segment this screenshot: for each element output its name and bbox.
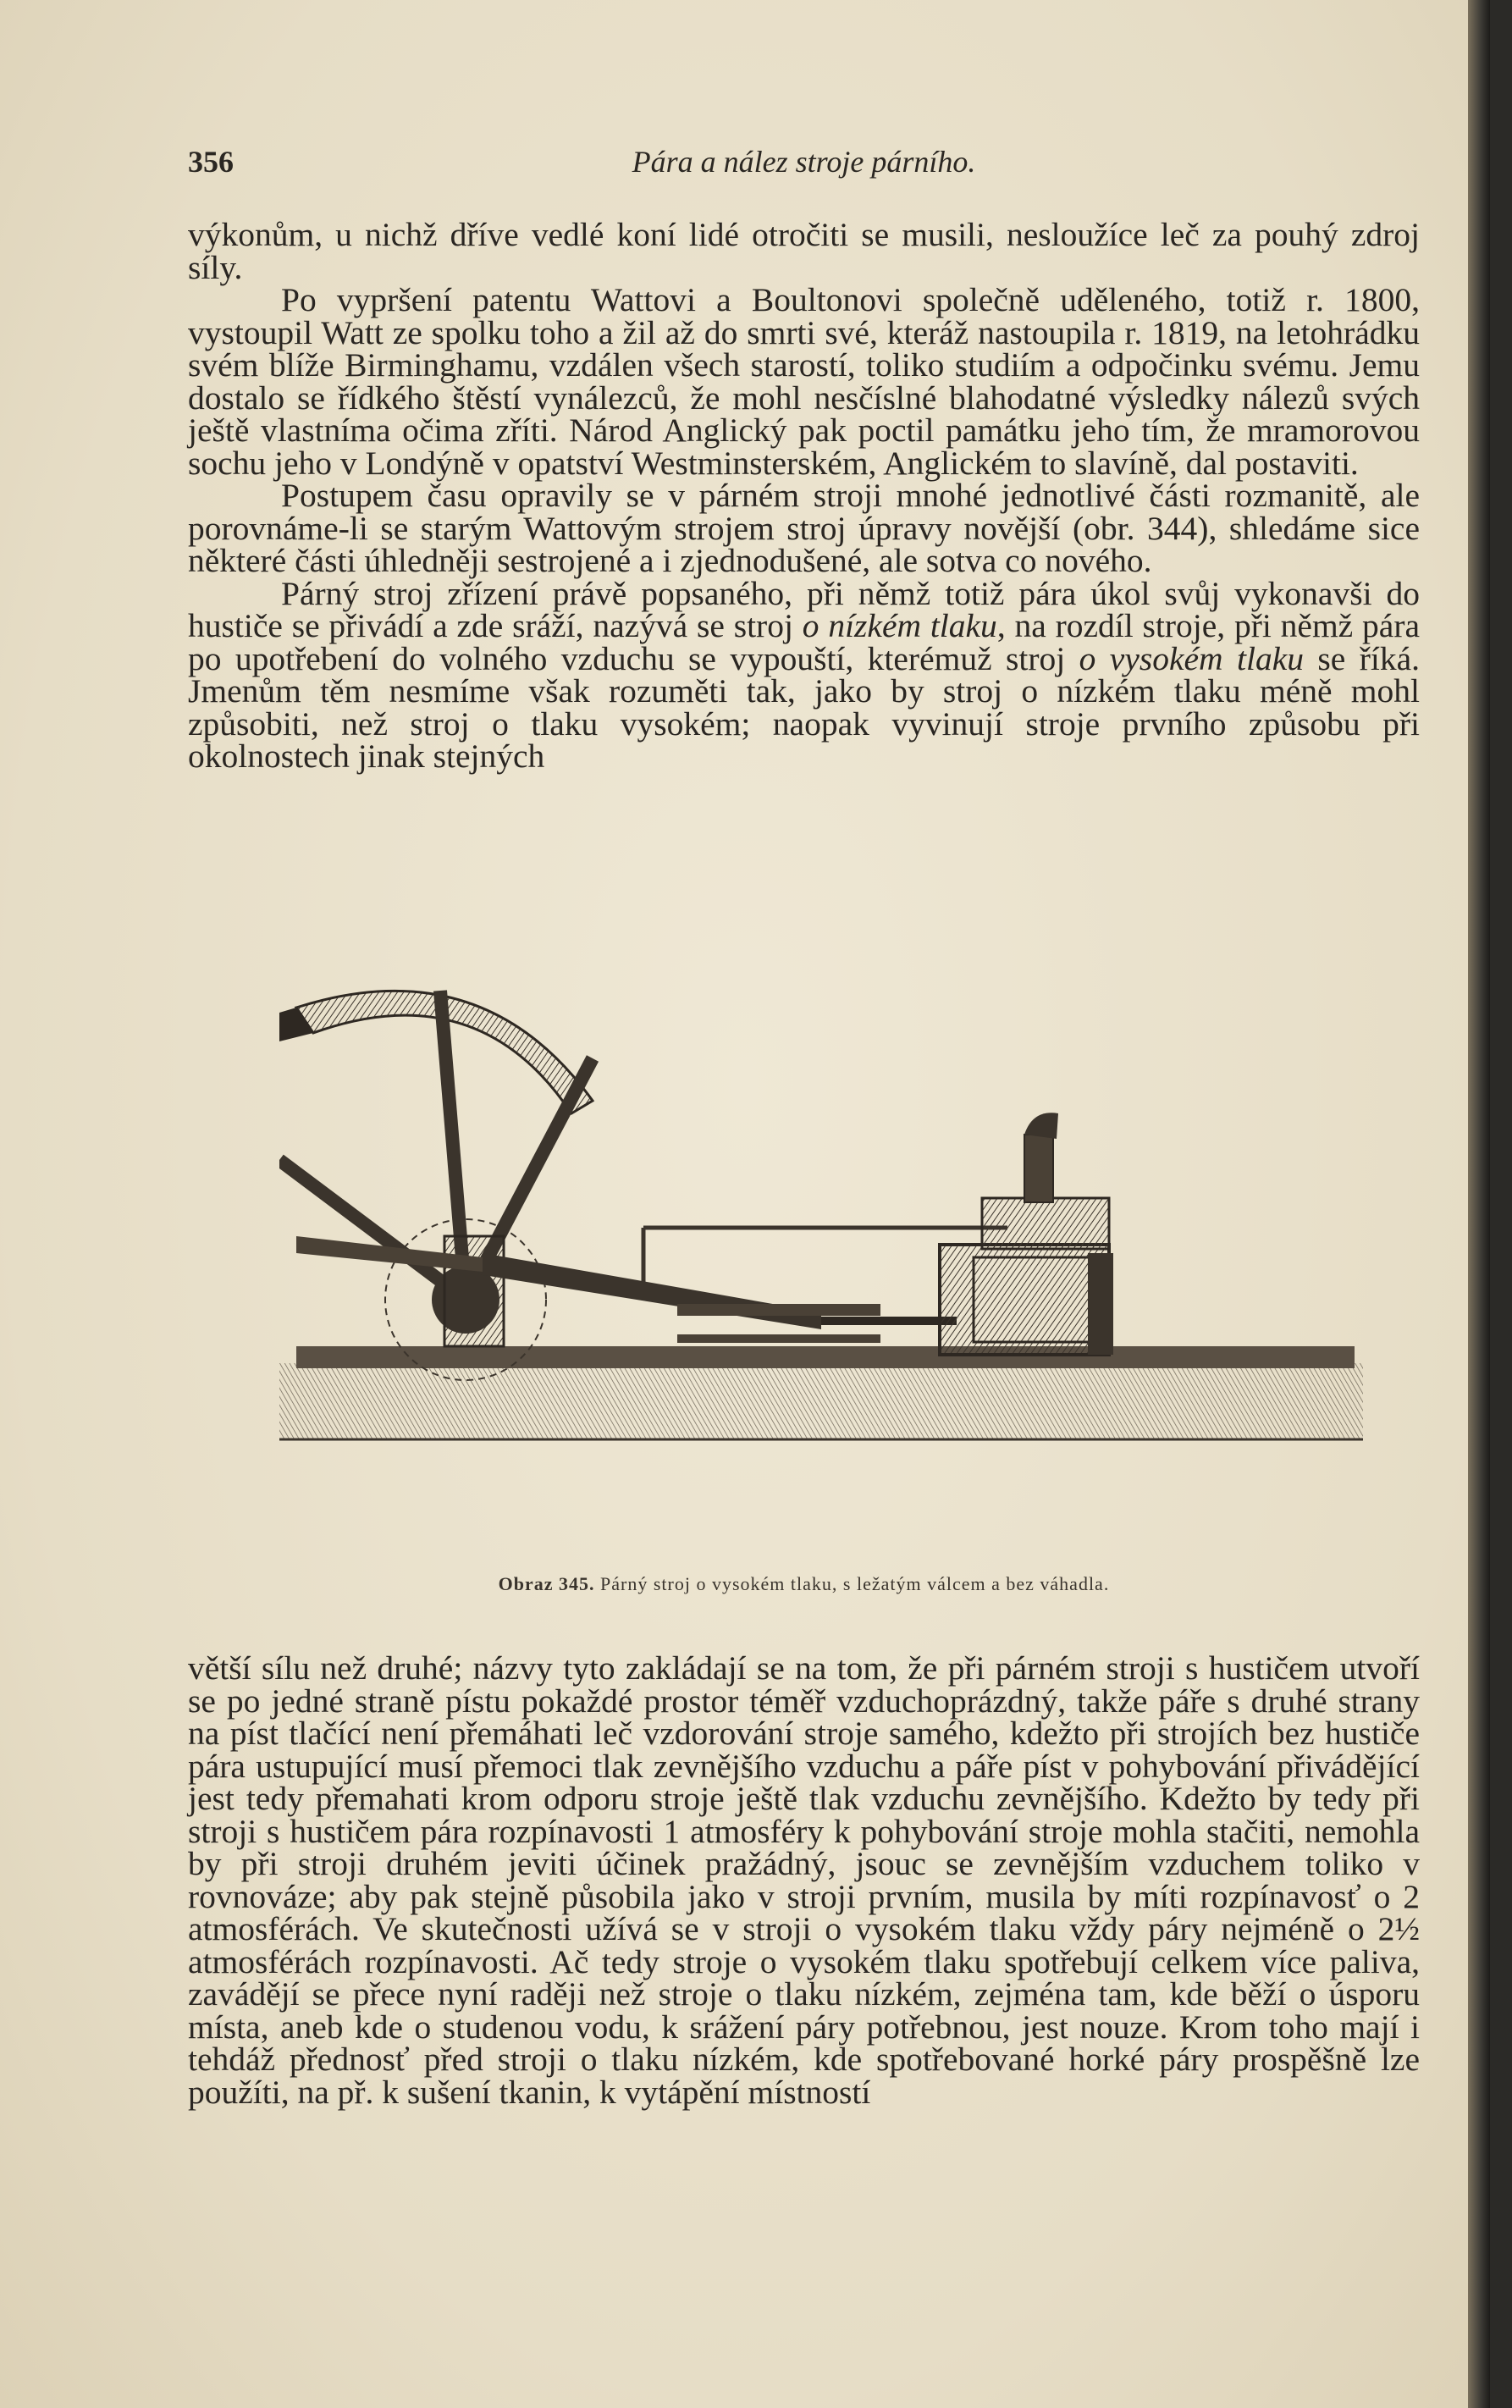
- connecting-rod: [478, 1253, 821, 1329]
- figure-caption: [188, 1573, 1420, 1595]
- flywheel-spoke: [279, 1160, 466, 1300]
- running-head: [188, 144, 1420, 186]
- paragraph-pressure: Párný stroj zřízení právě popsaného, při němž totiž pára úkol svůj vykonavši do hustiče se přivádí a zde sráží, nazývá se stroj o nízkém tlaku, na rozdíl stroje, při němž pára po upotřebení do volného vzduchu se vypouští, kterémuž stroj o vysokém tlaku se říká. Jmenům těm nesmíme však rozuměti tak, jako by stroj o nízkém tlaku méně mohl způsobiti, než stroj o tlaku vysokém; naopak vyvinují stroje prvního způsobu při okolnostech jinak stejných: [188, 574, 1421, 775]
- text-block-top: [188, 218, 1420, 773]
- caption-label: Obraz 345.: [498, 1573, 595, 1594]
- term-high-pressure: o vysokém tlaku: [1079, 639, 1304, 677]
- term-low-pressure: o nízkém tlaku: [802, 607, 997, 644]
- text-block-bottom: [188, 1649, 1420, 2111]
- steam-engine-engraving: [279, 965, 1363, 1558]
- paragraph-watt: Po vypršení patentu Wattovi a Boultonovi společně uděleného, totiž r. 1800, vystoupil Watt ze spolku toho a žil až do smrti své, kteráž nastoupila r. 1819, na letohrádku svém blíže Birminghamu, vzdálen všech starostí, toliko studiím a odpočinku svému. Jemu dostalo se řídkého štěstí vynálezců, že mohl nesčíslné blahodatné výsledky nálezů svých ještě vlastníma očima zříti. Národ Anglický pak poctil památku jeho tím, že mramorovou sochu jeho v Londýně v opatství Westminsterském, Anglickém to slavíně, dal postaviti.: [188, 281, 1420, 482]
- paragraph-improvements: Postupem času opravily se v párném stroji mnohé jednotlivé části rozmanitě, ale porovnáme-li se starým Wattovým strojem stroj úpravy novější (obr. 344), shledáme sice některé části úhledněji sestrojené a i zjednodušené, ale sotva co nového.: [188, 477, 1420, 579]
- paragraph-continued: výkonům, u nichž dříve vedlé koní lidé otročiti se musili, nesloužíce leč za pouhý zdroj síly.: [188, 216, 1420, 286]
- crank-bearing: [444, 1236, 504, 1346]
- bed-plate: [296, 1346, 1355, 1368]
- page-number: 356: [188, 145, 234, 179]
- fraction: 2½: [1377, 1910, 1420, 1947]
- steam-cylinder: [940, 1245, 1109, 1355]
- crosshead-guide: [677, 1304, 880, 1316]
- steam-chest: [982, 1198, 1109, 1249]
- paragraph-continued-bottom: větší sílu než druhé; názvy tyto zakládají se na tom, že při párném stroji s hustičem utvoří se po jedné straně pístu pokaždé prostor téměř vzduchoprázdný, takže páře s druhé strany na píst tlačící není přemáhati leč vzdorování stroje samého, kdežto při strojích bez hustiče pára ustupující musí přemoci tlak zevnějšího vzduchu a páře píst v pohybování přivádějící jest tedy přemahati krom odporu stroje ještě tlak vzduchu zevnějšího. Kdežto by tedy při stroji s hustičem pára rozpínavosti 1 atmosféry k pohybování stroje mohla stačiti, nemohla by při stroji druhém jeviti účinek pražádný, jsouc se zevnějším vzduchem toliko v rovnováze; aby pak stejně působila jako v stroji prvním, musila by míti rozpínavosť o 2 atmosférách. Ve skutečnosti užívá se v stroji o vysokém tlaku vždy páry nejméně o 2½ atmosférách rozpínavosti. Ač tedy stroje o vysokém tlaku spotřebují celkem více paliva, zavádějí se přece nyní raději než stroje o tlaku nízkém, zejména tam, kde běží o úsporu místa, aneb kde o studenou vodu, k srážení páry potřebnou, jest nouze. Krom toho mají i tehdáž přednosť před stroji o tlaku nízkém, kde spotřebované horké páry prospěšně lze použíti, na př. k sušení tkanin, k vytápění místností: [188, 1649, 1420, 2111]
- caption-text: Párný stroj o vysokém tlaku, s ležatým válcem a bez váhadla.: [600, 1573, 1110, 1594]
- steam-pipe: [1024, 1135, 1053, 1202]
- running-title: Pára a nález stroje párního.: [632, 145, 976, 179]
- foundation-block: [279, 1363, 1363, 1439]
- page-edge: [1468, 0, 1490, 2408]
